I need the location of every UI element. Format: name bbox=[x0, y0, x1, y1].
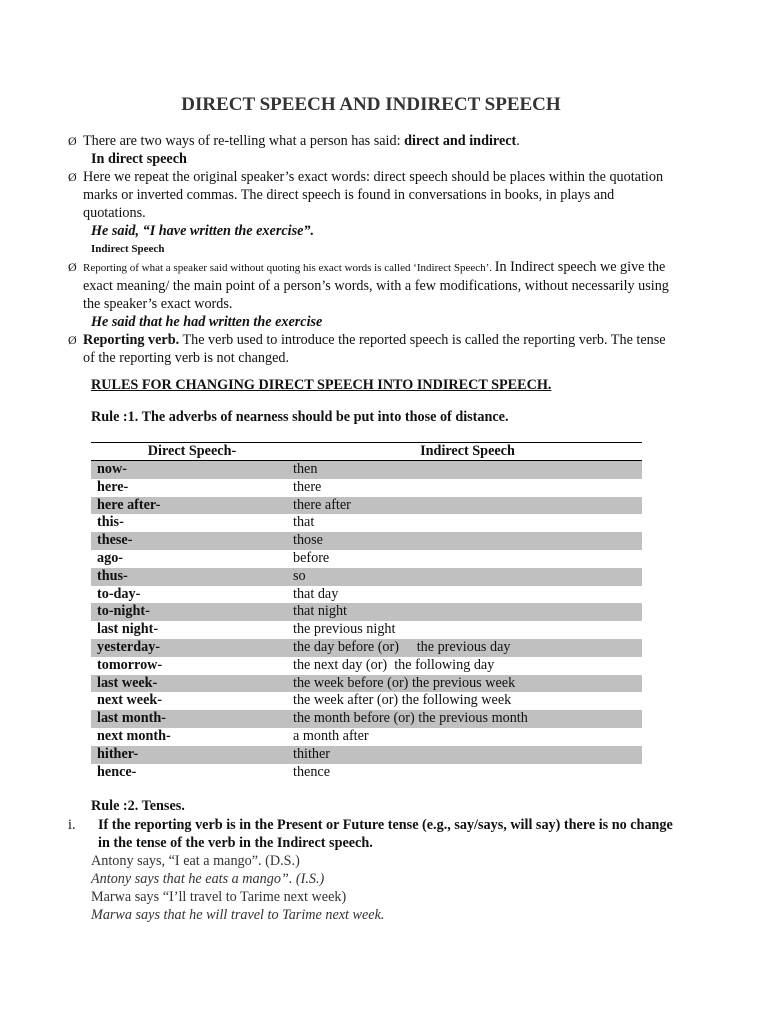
table-row bbox=[91, 728, 642, 746]
rules-heading: RULES FOR CHANGING DIRECT SPEECH INTO INDIRECT SPEECH. bbox=[91, 377, 552, 393]
bullet-bold-text: direct and indirect bbox=[404, 133, 517, 149]
table-row bbox=[91, 657, 642, 675]
bullet-arrow-icon: Ø bbox=[68, 170, 77, 184]
indirect-speech-cell: the next day (or) the following day bbox=[293, 656, 495, 673]
bullet-text: In Indirect speech we give the exact meaning/ the main point of a person’s words, with a few modifications, without necessarily using the speaker’s exact words. bbox=[83, 259, 669, 312]
rule-1: Rule :1. The adverbs of nearness should be put into those of distance. bbox=[91, 409, 509, 425]
direct-speech-cell: ago- bbox=[97, 549, 124, 566]
indirect-speech-cell: thither bbox=[293, 746, 642, 764]
list-item-body: If the reporting verb is in the Present or Future tense (e.g., say/says, will say) there is no change in the tense of the verb in the Indirect speech. bbox=[98, 817, 673, 851]
table-row bbox=[91, 621, 642, 639]
example-sentence: Marwa says “I’ll travel to Tarime next week) bbox=[91, 889, 347, 905]
indirect-speech-cell: before bbox=[293, 549, 330, 566]
example-sentence: Antony says, “I eat a mango”. (D.S.) bbox=[91, 853, 300, 869]
tense-list bbox=[68, 816, 678, 924]
table-row bbox=[91, 639, 642, 657]
indirect-speech-cell: the week after (or) the following week bbox=[293, 692, 512, 709]
table-row bbox=[91, 479, 642, 497]
list-item bbox=[68, 816, 678, 852]
bullet-text: There are two ways of re-telling what a person has said: bbox=[83, 133, 405, 149]
direct-speech-cell: last week- bbox=[91, 675, 293, 693]
table-row bbox=[91, 497, 642, 515]
indirect-speech-cell: the week before (or) the previous week bbox=[293, 675, 642, 693]
table-row bbox=[91, 764, 642, 782]
bullet-arrow-icon: Ø bbox=[68, 260, 77, 274]
bullet-indirect-speech bbox=[68, 258, 678, 313]
direct-speech-cell: yesterday- bbox=[91, 639, 293, 657]
bullet-arrow-icon: Ø bbox=[68, 134, 77, 148]
direct-speech-cell: here after- bbox=[91, 497, 293, 515]
indirect-speech-cell: then bbox=[293, 461, 642, 479]
table-row bbox=[91, 550, 642, 568]
indirect-speech-cell: that night bbox=[293, 603, 642, 621]
direct-speech-cell: now- bbox=[91, 461, 293, 479]
indirect-speech-heading: Indirect Speech bbox=[91, 243, 165, 255]
indirect-speech-cell: a month after bbox=[293, 727, 369, 744]
bullet-direct-speech bbox=[68, 168, 678, 222]
example-sentence: Marwa says that he will travel to Tarime next week. bbox=[91, 907, 385, 923]
direct-speech-cell: here- bbox=[97, 478, 129, 495]
bullet-text: Here we repeat the original speaker’s exact words: direct speech should be places within the quotation marks or inverted commas. The direct speech is found in conversations in books, in plays and quotations. bbox=[83, 169, 664, 221]
direct-speech-cell: last night- bbox=[97, 621, 159, 638]
direct-speech-cell: thus- bbox=[91, 568, 293, 586]
bullet-text: The verb used to introduce the reported speech is called the reporting verb. The tense of the reporting verb is not changed. bbox=[83, 332, 666, 366]
indirect-speech-example: He said that he had written the exercise bbox=[91, 314, 323, 330]
indirect-speech-cell: those bbox=[293, 532, 642, 550]
header-direct-speech: Direct Speech- bbox=[147, 443, 237, 459]
bullet-small-text: Reporting of what a speaker said without quoting his exact words is called ‘Indirect Speech’. bbox=[83, 262, 495, 274]
bullet-two-ways bbox=[68, 132, 678, 150]
indirect-speech-cell: the day before (or) the previous day bbox=[293, 639, 642, 657]
bullet-arrow-icon: Ø bbox=[68, 333, 77, 347]
direct-speech-cell: next month- bbox=[97, 727, 171, 744]
direct-speech-cell: this- bbox=[97, 514, 124, 531]
direct-speech-heading: In direct speech bbox=[91, 151, 187, 167]
indirect-speech-cell: the previous night bbox=[293, 621, 396, 638]
indirect-speech-cell: there bbox=[293, 478, 322, 495]
speech-table bbox=[91, 442, 642, 781]
indirect-speech-cell: the month before (or) the previous month bbox=[293, 710, 642, 728]
page-title: DIRECT SPEECH AND INDIRECT SPEECH bbox=[181, 94, 561, 115]
bullet-end-text: . bbox=[516, 133, 520, 149]
direct-speech-cell: next week- bbox=[97, 692, 163, 709]
indirect-speech-cell: thence bbox=[293, 763, 331, 780]
table-row bbox=[91, 746, 642, 764]
table-row bbox=[91, 514, 642, 532]
header-indirect-speech: Indirect Speech bbox=[420, 443, 515, 459]
table-row bbox=[91, 692, 642, 710]
intro-section bbox=[68, 132, 678, 367]
indirect-speech-cell: that bbox=[293, 514, 315, 531]
direct-speech-cell: hither- bbox=[91, 746, 293, 764]
example-sentence: Antony says that he eats a mango”. (I.S.) bbox=[91, 871, 325, 887]
table-row bbox=[91, 603, 642, 621]
examples bbox=[68, 852, 678, 924]
bullet-reporting-verb bbox=[68, 331, 678, 367]
direct-speech-cell: hence- bbox=[97, 763, 137, 780]
table-row bbox=[91, 532, 642, 550]
list-item-text bbox=[98, 816, 678, 852]
direct-speech-cell: these- bbox=[91, 532, 293, 550]
rule-2: Rule :2. Tenses. bbox=[91, 798, 185, 814]
direct-speech-example: He said, “I have written the exercise”. bbox=[91, 223, 315, 239]
table-row bbox=[91, 568, 642, 586]
direct-speech-cell: tomorrow- bbox=[97, 656, 163, 673]
table-row bbox=[91, 675, 642, 693]
direct-speech-cell: to-night- bbox=[91, 603, 293, 621]
direct-speech-cell: last month- bbox=[91, 710, 293, 728]
table-row bbox=[91, 461, 642, 479]
direct-speech-cell: to-day- bbox=[97, 585, 141, 602]
table-row bbox=[91, 710, 642, 728]
bullet-bold-text: Reporting verb. bbox=[83, 332, 180, 348]
indirect-speech-cell: there after bbox=[293, 497, 642, 515]
indirect-speech-cell: that day bbox=[293, 585, 339, 602]
table-header-row bbox=[91, 443, 642, 461]
list-marker: i. bbox=[68, 817, 76, 833]
table-row bbox=[91, 586, 642, 604]
table-body bbox=[91, 461, 642, 782]
indirect-speech-cell: so bbox=[293, 568, 642, 586]
